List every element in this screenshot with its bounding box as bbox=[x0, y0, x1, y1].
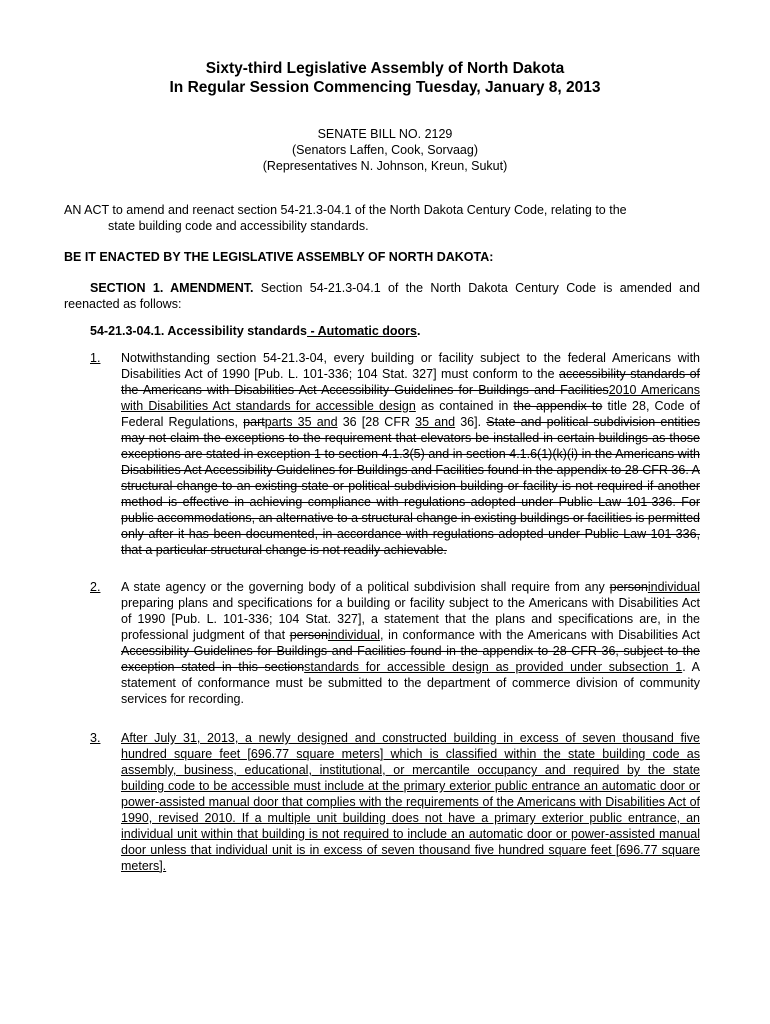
item-1-added-1: 2010 Americans with Disabilities Act standards for accessible design bbox=[121, 383, 700, 413]
section-heading bbox=[90, 323, 420, 339]
title-line-1: Sixty-third Legislative Assembly of North Dakota bbox=[205, 60, 565, 77]
item-2-added-2: individual bbox=[327, 628, 381, 642]
item-1-text bbox=[121, 350, 700, 558]
bill-senators: (Senators Laffen, Cook, Sorvaag) bbox=[292, 143, 478, 157]
item-2-added-1: individual bbox=[647, 580, 700, 594]
item-1-plain-4: 36 [28 CFR bbox=[337, 415, 416, 429]
enacting-clause: BE IT ENACTED BY THE LEGISLATIVE ASSEMBLY OF NORTH DAKOTA: bbox=[64, 250, 494, 264]
item-1-plain-5: 36]. bbox=[455, 415, 487, 429]
section-1-paragraph bbox=[64, 280, 700, 312]
item-1-struck-1: accessibility standards of the Americans with Disabilities Act Accessibility Guidelines for Buildings and Facilities bbox=[121, 367, 701, 397]
item-1-added-2: parts 35 and bbox=[264, 415, 338, 429]
item-2-text bbox=[121, 579, 700, 707]
item-2-plain-3: , in conformance with the Americans with Disabilities Act bbox=[380, 628, 700, 642]
item-2-struck-2: person bbox=[289, 628, 328, 642]
item-2-struck-1: person bbox=[609, 580, 648, 594]
item-1-plain-3: title 28, Code of Federal Regulations, bbox=[121, 399, 700, 429]
item-1-plain-2: as contained in bbox=[415, 399, 514, 413]
item-3-number: 3. bbox=[90, 731, 101, 745]
item-1-struck-4: State and political subdivision entities may not claim the exceptions to the requirement that elevators be installed in certain buildings as those exceptions are stated in exception 1 to section 4.1.3(5) and in section 4.1.6(1)(k)(i) in the Americans with Disabilities Act Accessibility Guidelines for Buildings and Facilities found in the appendix to 28 CFR 36. A structural change to an existing state or political subdivision building or facility is not required if another method is effective in achieving compliance with regulations adopted under Public Law 101-336. For public accommodations, an alternative to a structural change in existing buildings or facilities is permitted only after it has been documented, in accordance with regulations adopted under Public Law 101-336, that a particular structural change is not readily achievable. bbox=[121, 415, 701, 557]
item-2-plain-4: . A statement of conformance must be submitted to the department of commerce division of community services for recording. bbox=[121, 660, 701, 706]
title-line-2: In Regular Session Commencing Tuesday, January 8, 2013 bbox=[169, 79, 601, 96]
item-3-added-1: After July 31, 2013, a newly designed and constructed building in excess of seven thousand five hundred square feet [696.77 square meters] which is classified within the state building code as assembly, business, educational, institutional, or mercantile occupancy and required by the state building code to be accessible must include at the primary exterior public entrance an automatic door or power-assisted manual door that complies with the requirements of the Americans with Disabilities Act of 1990, revised 2010. If a multiple unit building does not have a primary exterior public entrance, an individual unit within that building is not required to include an automatic door or power-assisted manual door unless that individual unit is in excess of seven thousand five hundred square feet [696.77 square meters]. bbox=[121, 731, 700, 873]
item-2-number: 2. bbox=[90, 580, 101, 594]
intro-line-2: state building code and accessibility standards. bbox=[108, 219, 369, 233]
item-1-struck-2: the appendix to bbox=[513, 399, 603, 413]
item-1-struck-3: part bbox=[243, 415, 265, 429]
item-2-plain-2: preparing plans and specifications for a building or facility subject to the Americans with Disabilities Act of 1990 [Pub. L. 101-336; 104 Stat. 327], a statement that the plans and specifications are, in the professional judgment of that bbox=[121, 596, 700, 642]
item-2-added-3: standards for accessible design as provided under subsection 1 bbox=[304, 660, 683, 674]
item-3-text bbox=[121, 730, 700, 874]
bill-number: SENATE BILL NO. 2129 bbox=[317, 127, 453, 141]
item-1-number: 1. bbox=[90, 351, 101, 365]
section-heading-added: - Automatic doors bbox=[307, 324, 417, 338]
item-2-plain-1: A state agency or the governing body of a political subdivision shall require from any bbox=[121, 580, 610, 594]
section-heading-period: . bbox=[416, 324, 421, 338]
intro-line-1: AN ACT to amend and reenact section 54-21.3-04.1 of the North Dakota Century Code, relating to the bbox=[64, 203, 627, 217]
bill-representatives: (Representatives N. Johnson, Kreun, Sukut) bbox=[262, 159, 508, 173]
item-1-added-3: 35 and bbox=[415, 415, 456, 429]
item-2-struck-3: Accessibility Guidelines for Buildings and Facilities found in the appendix to 28 CFR 36, subject to the exception stated in this section bbox=[121, 644, 700, 674]
bill-info bbox=[0, 126, 770, 174]
act-introduction bbox=[64, 202, 700, 234]
section-heading-number: 54-21.3-04.1. Accessibility standards bbox=[90, 324, 308, 338]
section-1-label: SECTION 1. AMENDMENT. bbox=[90, 281, 254, 295]
document-title bbox=[0, 59, 770, 97]
item-1-plain-1: Notwithstanding section 54-21.3-04, every building or facility subject to the federal Americans with Disabilities Act of 1990 [Pub. L. 101-336; 104 Stat. 327] must conform to the bbox=[121, 351, 700, 381]
section-1-text: Section 54-21.3-04.1 of the North Dakota Century Code is amended and reenacted as follows: bbox=[64, 281, 700, 311]
